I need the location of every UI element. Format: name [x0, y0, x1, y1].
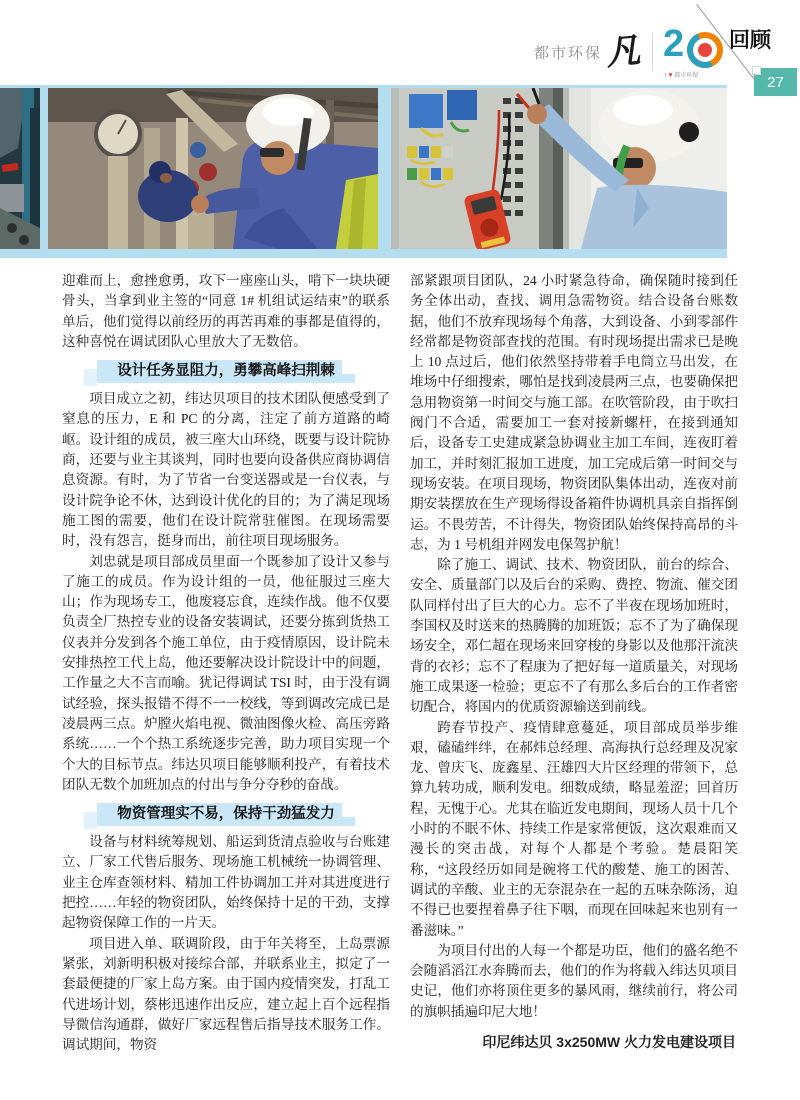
article-paragraph: 刘忠就是项目部成员里面一个既参加了设计又参与了施工的成员。作为设计组的一员，他征服过三座大山；作为现场专工，他废寝忘食，连续作战。他不仅要负责全厂热控专业的设备安装调试，还要分拣到货热工仪表并分发到各个施工单位，由于疫情原因，设计院未安排热控工代上岛，他还要解决设计院设计中的问题，工作量之大不言而喻。犹记得调试 TSI 时，由于没有调试经验，探头报错不得不一一校线，等到调改完成已是凌晨两三点。炉膛火焰电视、微油图像火检、高压旁路系统……一个个热工系统逐步完善，助力项目实现一个个大的目标节点。纬达贝项目能够顺利投产，有着技术团队无数个加班加点的付出与争分夺秒的奋战。 — [62, 553, 390, 792]
article-body — [62, 271, 738, 1055]
brand-logo — [534, 23, 721, 79]
project-caption: 印尼纬达贝 3x250MW 火力发电建设项目 — [482, 1033, 736, 1050]
anniversary-ring-center — [698, 43, 712, 57]
article-paragraph: 为项目付出的人每一个都是功臣，他们的盛名绝不会随滔滔江水奔腾而去，他们的作为将载入纬达贝项目史记，他们亦将顶住更多的暴风雨，继续前行，将公司的旗帜插遍印尼大地！ — [410, 942, 738, 1019]
article-column-left — [62, 271, 390, 1055]
anniversary-tagline — [665, 70, 735, 79]
brand-divider — [652, 33, 653, 71]
tagline-i: I — [665, 73, 667, 79]
right-photo-panel-testing — [391, 88, 727, 249]
section-heading: 物资管理实不易，保持干劲猛发力 — [97, 803, 355, 826]
masthead — [0, 0, 800, 91]
heart-icon: ♥ — [668, 72, 673, 79]
article-paragraph: 迎难而上，愈挫愈勇，攻下一座座山头，啃下一块块硬骨头，当拿到业主签的“同意 1# 机组试运结束”的联系单后，他们觉得以前经历的再苦再难的事都是值得的，这种喜悦在调试团队心里放大了无数倍。 — [62, 273, 390, 349]
article-paragraph: 设备与材料统筹规划、船运到货清点验收与台账建立、厂家工代售后服务、现场施工机械统一协调管理、业主仓库查领材料、精加工件协调加工并对其进度进行把控……年轻的物资团队，始终保持十足的干劲，支撑起物资保障工作的一片天。 — [62, 834, 390, 931]
section-label: 回顾 — [729, 29, 771, 52]
article-paragraph: 项目成立之初，纬达贝项目的技术团队便感受到了窒息的压力，E 和 PC 的分离，注定了前方道路的崎岖。设计组的成员，被三座大山环绕，既要与设计院协商，还要与业主其谈判，同时也要向设备供应商协调信息资源。有时，为了节省一台变送器或是一台仪表，与设计院争论不休，达到设计优化的目的；为了满足现场施工图的需要，他们在设计院常驻催图。在现场需要时，没有怨言，挺身而出，前往项目现场服务。 — [62, 391, 390, 549]
article-paragraph: 除了施工、调试、技术、物资团队，前台的综合、安全、质量部门以及后台的采购、费控、物流、催交团队同样付出了巨大的心力。忘不了半夜在现场加班时，李国权及时送来的热腾腾的加班饭；忘不了为了确保现场安全，邓仁超在现场来回穿梭的身影以及他那汗流浃背的衣衫；忘不了程康为了把好每一道质量关，对现场施工成果逐一检验；更忘不了有那么多后台的工作者密切配合，将国内的优质资源输送到前线。 — [410, 557, 738, 715]
article-paragraph: 跨春节投产、疫情肆意蔓延，项目部成员举步维艰，磕磕绊绊，在郝炜总经理、高海执行总经理及况家龙、曾庆飞、庞鑫星、汪雄四大片区经理的带领下，总算九转功成，顺利发电。细数成绩，略显羞涩；回首历程，无愧于心。尤其在临近发电期间，现场人员十几个小时的不眠不休、持续工作是家常便饭，这次艰难而又漫长的突击战，对每个人都是个考验。楚晨阳笑称，“这段经历如同是碗将工代的酸楚、施工的困苦、调试的辛酸、业主的无奈混杂在一起的五味杂陈汤，迫不得已也要捏着鼻子往下咽，而现在回味起来也别有一番滋味。” — [410, 719, 738, 938]
article-paragraph: 部紧跟项目团队，24 小时紧急待命，确保随时接到任务全体出动，查找、调用急需物资。结合设备台账数据，他们不放弃现场每个角落，大到设备、小到零部件经常都是物资部查找的范围。有时现场提出需求已是晚上 10 点过后，他们依然坚持带着手电筒立马出发，在堆场中仔细搜索，哪怕是找到凌晨两三点，也要确保把急用物资第一时间交与施工部。在吹管阶段，由于吹扫阀门不合适，需要加工一套对接新螺杆，在接到通知后，设备专工史建成紧急协调业主加工车间，连夜盯着加工，并时刻汇报加工进度，加工完成后第一时间交与现场安装。在项目现场，物资团队集体出动，连夜对前期安装摆放在生产现场得设备箱件协调机具亲自指挥倒运。不畏劳苦，不计得失，物资团队始终保持高昂的斗志，为 1 号机组并网发电保驾护航！ — [410, 273, 738, 552]
edge-photo-machinery — [0, 88, 40, 249]
page-number-badge — [754, 68, 797, 96]
photo-band — [0, 85, 727, 258]
article-column-right-flow — [410, 271, 738, 1022]
anniversary-digit-2: 2 — [663, 23, 685, 65]
brand-calligraphy-glyph: 凡 — [604, 30, 643, 74]
anniversary-digit-0-ring — [687, 32, 723, 68]
article-paragraph: 项目进入单、联调阶段，由于年关将至，上岛票源紧张，刘新明积极对接综合部，并联系业主，拟定了一套最便捷的厂家上岛方案。由于国内疫情突发，打乱工代进场计划，蔡彬迅速作出反应，建立起上百个远程指导微信沟通群，做好厂家远程售后指导技术服务工作。调试期间，物资 — [62, 935, 390, 1053]
page-number: 27 — [767, 73, 784, 91]
brand-name: 都市环保 — [534, 45, 603, 62]
article-column-right — [410, 271, 738, 1055]
anniversary-20-logo — [663, 23, 721, 79]
left-photo-valve-work — [48, 88, 378, 249]
section-heading: 设计任务显阻力，勇攀高峰扫荆棘 — [97, 360, 355, 383]
tagline-text: 都市环保 — [674, 73, 699, 79]
corner-square-marker — [752, 66, 761, 75]
